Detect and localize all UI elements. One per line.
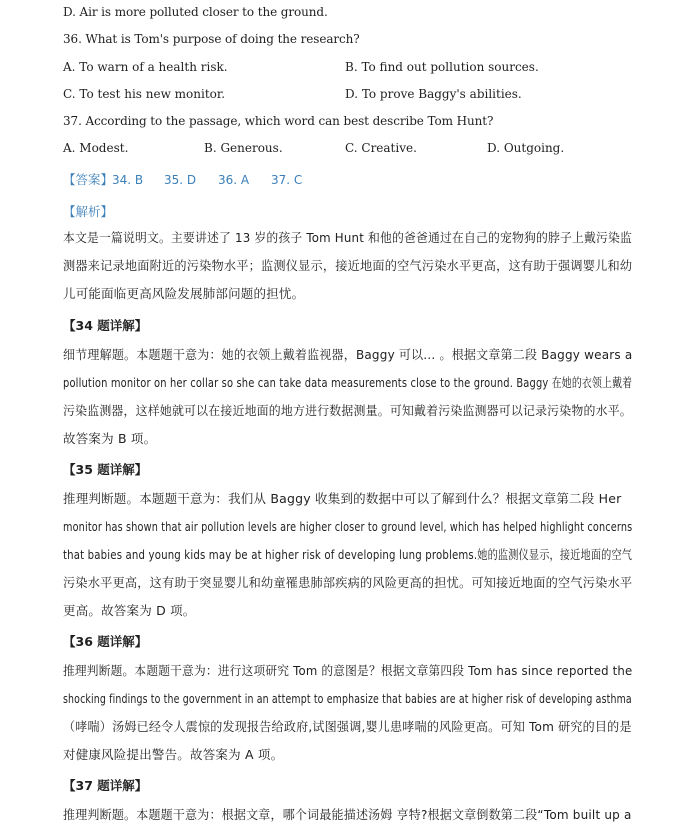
q34-detail-header: 【34 题详解】 — [63, 318, 148, 333]
q35-option-d: D. Air is more polluted closer to the ground. — [63, 5, 328, 19]
q36-detail-line-1: 推理判断题。本题题干意为：进行这项研究 Tom 的意图是？根据文章第四段 Tom has since reported the — [63, 663, 633, 678]
q34-detail-line-4: 故答案为 B 项。 — [63, 431, 157, 446]
q36-question: 36. What is Tom's purpose of doing the research? — [63, 32, 360, 46]
answer-tag: 【答案】 — [63, 172, 114, 187]
q37-detail-line-1: 推理判断题。本题题干意为：根据文章，哪个词最能描述汤姆 亨特?根据文章倒数第二段“Tom built up a — [63, 807, 632, 822]
q35-detail-line-5: 更高。故答案为 D 项。 — [63, 603, 196, 618]
answer-34: 34. B — [112, 173, 144, 187]
q37-detail-header: 【37 题详解】 — [63, 778, 148, 793]
q36-option-b: B. To find out pollution sources. — [345, 60, 539, 74]
q36-option-c: C. To test his new monitor. — [63, 87, 226, 101]
q35-detail-line-3: that babies and young kids may be at higher risk of developing lung problems.她的监测仪显示，接近地面的空气 — [63, 547, 633, 562]
analysis-line-1: 本文是一篇说明文。主要讲述了 13 岁的孩子 Tom Hunt 和他的爸爸通过在自己的宠物狗的脖子上戴污染监 — [63, 230, 633, 245]
q36-detail-header: 【36 题详解】 — [63, 634, 148, 649]
q36-option-a: A. To warn of a health risk. — [63, 60, 228, 74]
q37-option-c: C. Creative. — [345, 141, 417, 155]
q35-detail-line-1: 推理判断题。本题题干意为：我们从 Baggy 收集到的数据中可以了解到什么？根据文章第二段 Her — [63, 491, 622, 506]
q36-detail-line-4: 对健康风险提出警告。故答案为 A 项。 — [63, 747, 284, 762]
q36-option-d: D. To prove Baggy's abilities. — [345, 87, 522, 101]
q37-option-b: B. Generous. — [204, 141, 283, 155]
q36-detail-line-3: （哮喘）汤姆已经令人震惊的发现报告给政府,试图强调,婴儿患哮喘的风险更高。可知 Tom 研究的目的是 — [63, 719, 632, 734]
analysis-line-2: 测器来记录地面附近的污染物水平；监测仪显示，接近地面的空气污染水平更高，这有助于强调婴儿和幼 — [63, 258, 633, 273]
analysis-tag: 【解析】 — [63, 204, 114, 219]
q34-detail-line-1: 细节理解题。本题题干意为：她的衣领上戴着监视器，Baggy 可以… 。根据文章第二段 Baggy wears a — [63, 347, 633, 362]
q34-detail-line-3: 污染监测器，这样她就可以在接近地面的地方进行数据测量。可知戴着污染监测器可以记录污染物的水平。 — [63, 403, 632, 418]
q35-detail-line-4: 污染水平更高，这有助于突显婴儿和幼童罹患肺部疾病的风险更高的担忧。可知接近地面的空气污染水平 — [63, 575, 633, 590]
q34-detail-line-2: pollution monitor on her collar so she can take data measurements close to the ground. Baggy 在她的衣领上戴着 — [63, 375, 633, 390]
analysis-line-3: 儿可能面临更高风险发展肺部问题的担忧。 — [63, 286, 305, 301]
q36-detail-line-2: shocking findings to the government in an attempt to emphasize that babies are at higher risk of developing asthma — [63, 691, 632, 706]
q35-detail-line-2: monitor has shown that air pollution levels are higher closer to ground level, which has helped highlight concerns — [63, 519, 633, 534]
q37-option-a: A. Modest. — [63, 141, 129, 155]
answer-35: 35. D — [164, 173, 197, 187]
q35-detail-header: 【35 题详解】 — [63, 462, 148, 477]
answer-37: 37. C — [271, 173, 303, 187]
q37-option-d: D. Outgoing. — [487, 141, 565, 155]
answer-36: 36. A — [218, 173, 250, 187]
q37-question: 37. According to the passage, which word can best describe Tom Hunt? — [63, 114, 494, 128]
